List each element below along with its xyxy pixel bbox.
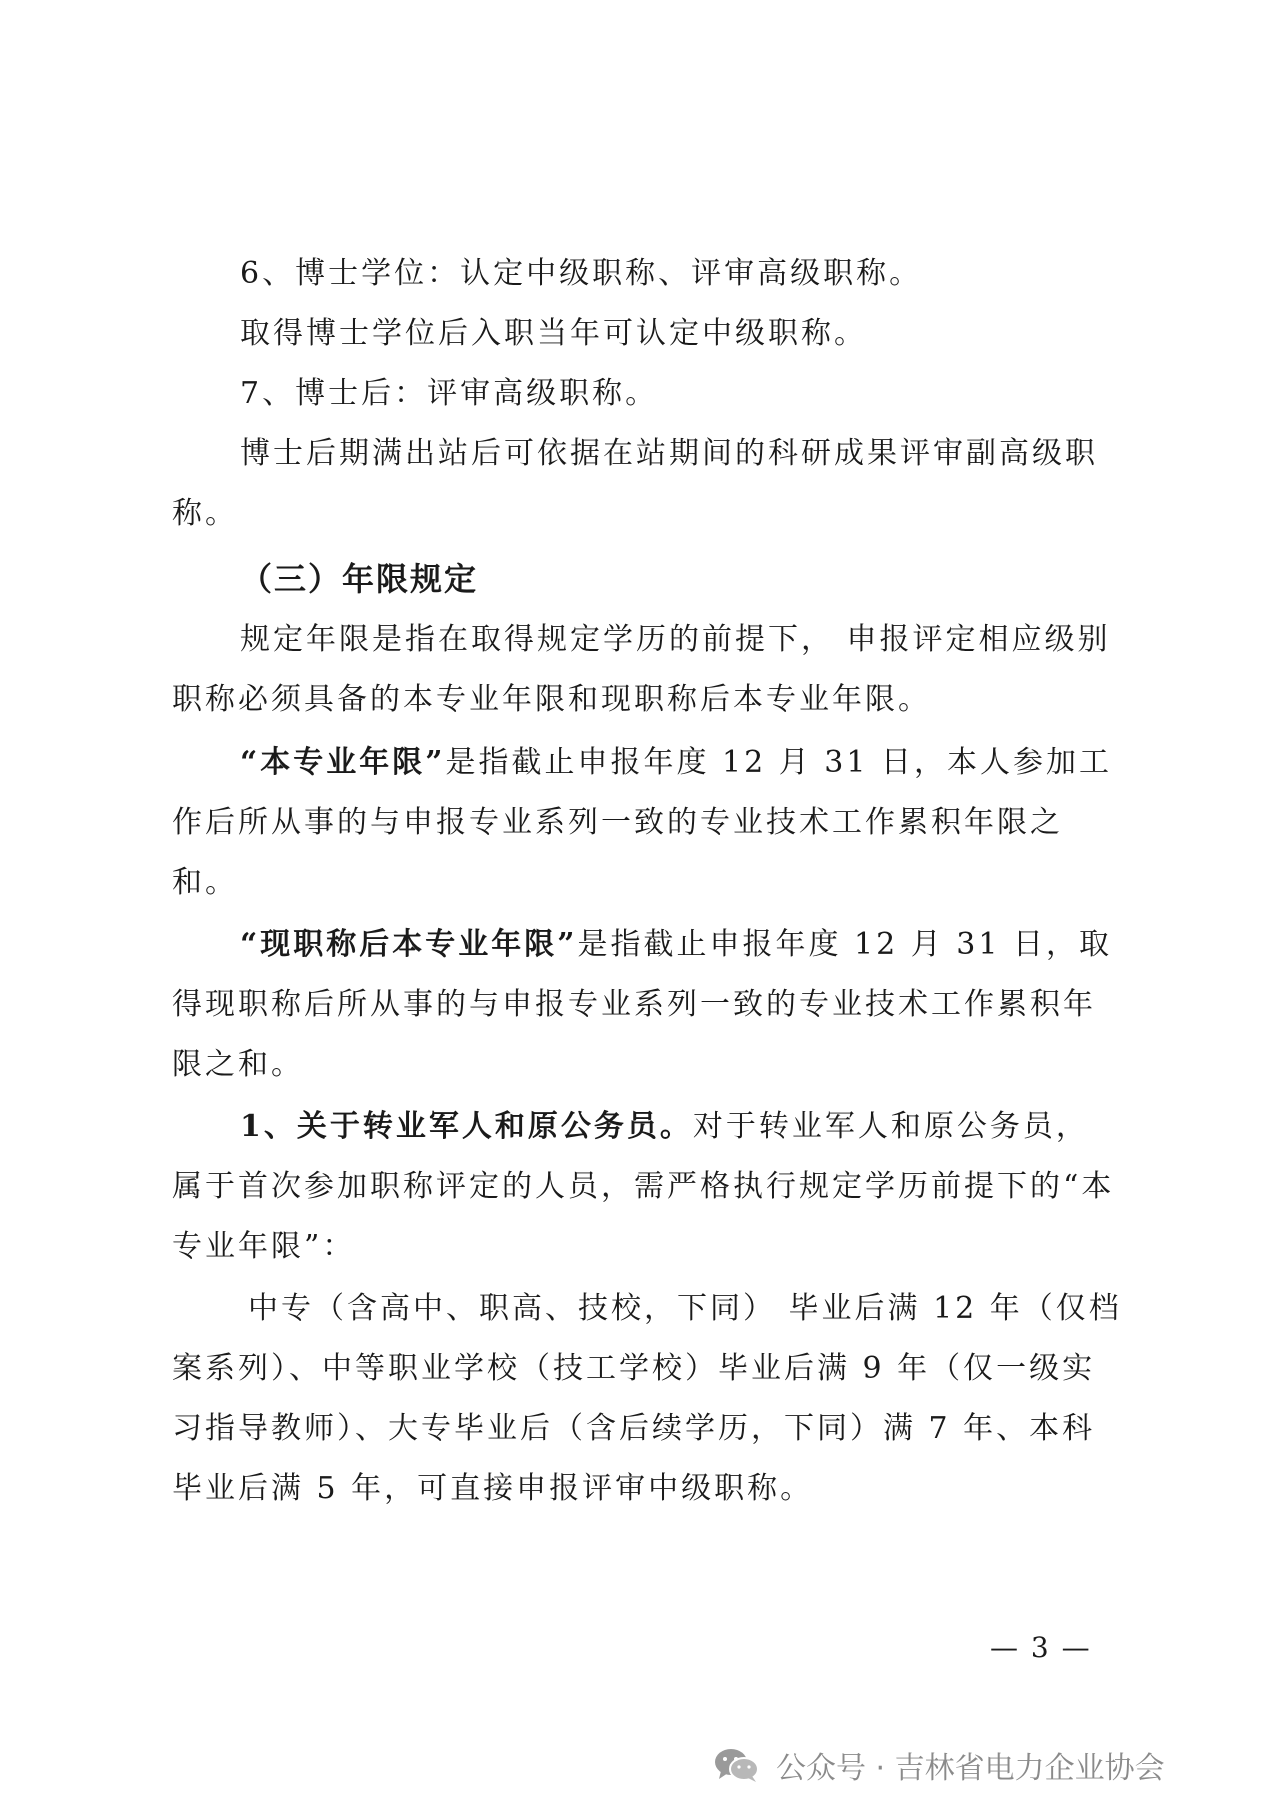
text-line: 职称必须具备的本专业年限和现职称后本专业年限。 bbox=[172, 682, 931, 717]
text-line: 规定年限是指在取得规定学历的前提下， 申报评定相应级别 bbox=[240, 622, 1111, 657]
watermark-text: 公众号 · 吉林省电力企业协会 bbox=[776, 1751, 1165, 1786]
text-line: 作后所从事的与申报专业系列一致的专业技术工作累积年限之 bbox=[172, 805, 1063, 840]
watermark bbox=[712, 1740, 1165, 1790]
text-line: 专业年限”： bbox=[172, 1229, 356, 1264]
text-line: 习指导教师）、大专毕业后（含后续学历，下同）满 7 年、本科 bbox=[172, 1411, 1096, 1446]
bold-term: “本专业年限” bbox=[240, 745, 446, 780]
text-line: 1、关于转业军人和原公务员。对于转业军人和原公务员， bbox=[240, 1109, 1089, 1144]
text-line: 属于首次参加职称评定的人员，需严格执行规定学历前提下的“本 bbox=[172, 1169, 1115, 1204]
text-line: 毕业后满 5 年，可直接申报评审中级职称。 bbox=[172, 1471, 814, 1506]
text-line: 案系列）、中等职业学校（技工学校）毕业后满 9 年（仅一级实 bbox=[172, 1351, 1096, 1386]
text-line: 7、博士后：评审高级职称。 bbox=[240, 376, 659, 411]
text-line: “本专业年限”是指截止申报年度 12 月 31 日，本人参加工 bbox=[240, 745, 1113, 780]
text-line: 限之和。 bbox=[172, 1047, 304, 1082]
text-line: 得现职称后所从事的与申报专业系列一致的专业技术工作累积年 bbox=[172, 987, 1096, 1022]
text-line: 博士后期满出站后可依据在站期间的科研成果评审副高级职 bbox=[240, 436, 1098, 471]
text-line: 称。 bbox=[172, 496, 238, 531]
text-line: “现职称后本专业年限”是指截止申报年度 12 月 31 日，取 bbox=[240, 927, 1113, 962]
text-line: 6、博士学位：认定中级职称、评审高级职称。 bbox=[240, 256, 923, 291]
text-line: 中专（含高中、职高、技校，下同） 毕业后满 12 年（仅档 bbox=[248, 1291, 1122, 1326]
wechat-icon bbox=[712, 1745, 762, 1785]
page-number: — 3 — bbox=[990, 1631, 1092, 1664]
section-heading: （三）年限规定 bbox=[240, 560, 479, 598]
text-line: 取得博士学位后入职当年可认定中级职称。 bbox=[240, 316, 867, 351]
bold-term: “现职称后本专业年限” bbox=[240, 927, 578, 962]
bold-term: 1、关于转业军人和原公务员。 bbox=[240, 1109, 693, 1144]
text-line: 和。 bbox=[172, 865, 238, 900]
